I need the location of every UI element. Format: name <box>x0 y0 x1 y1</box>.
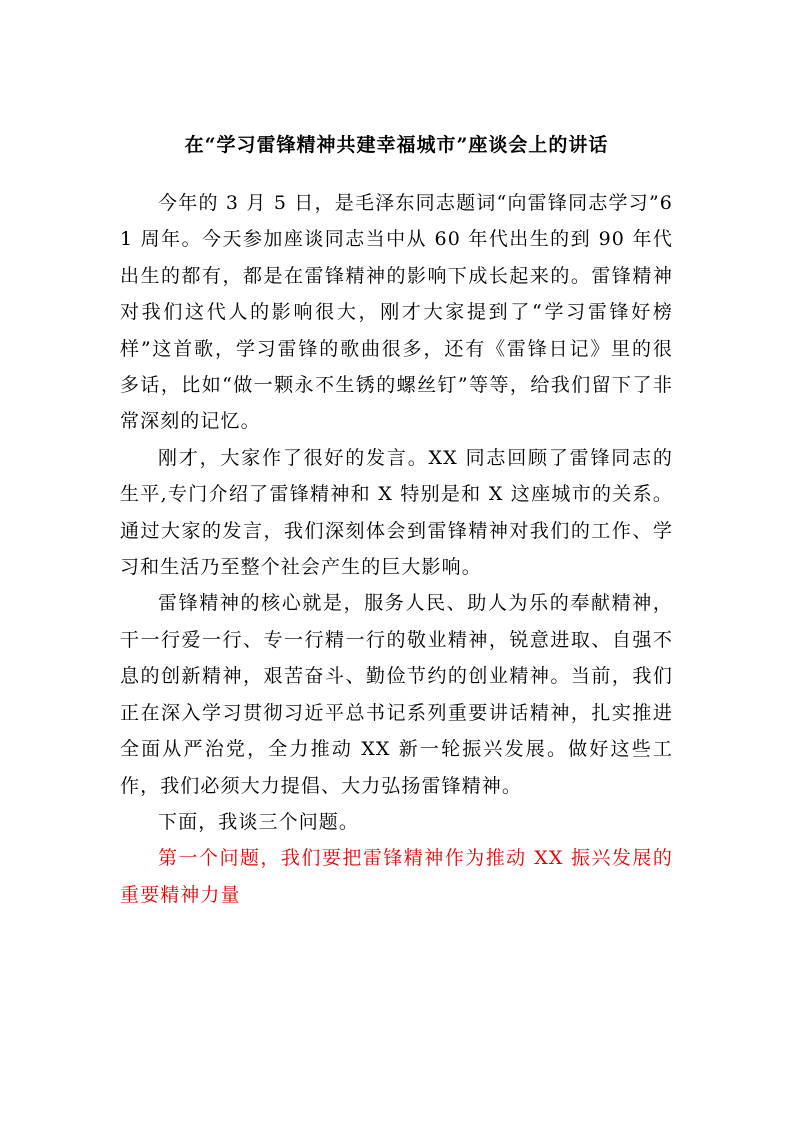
paragraph-speeches: 刚才，大家作了很好的发言。XX 同志回顾了雷锋同志的生平,专门介绍了雷锋精神和 X 特别是和 X 这座城市的关系。通过大家的发言，我们深刻体会到雷锋精神对我们的工作、学习和生活乃至整个社会产生的巨大影响。 <box>120 446 673 579</box>
paragraph-intro: 今年的 3 月 5 日，是毛泽东同志题词“向雷锋同志学习”61 周年。今天参加座谈同志当中从 60 年代出生的到 90 年代出生的都有，都是在雷锋精神的影响下成长起来的。雷锋精神对我们这代人的影响很大，刚才大家提到了“学习雷锋好榜样”这首歌，学习雷锋的歌曲很多，还有《雷锋日记》里的很多话，比如“做一颗永不生锈的螺丝钉”等等，给我们留下了非常深刻的记忆。 <box>120 192 673 433</box>
document-body <box>120 185 673 913</box>
paragraph-core-spirit: 雷锋精神的核心就是，服务人民、助人为乐的奉献精神，干一行爱一行、专一行精一行的敬业精神，锐意进取、自强不息的创新精神，艰苦奋斗、勤俭节约的创业精神。当前，我们正在深入学习贯彻习近平总书记系列重要讲话精神，扎实推进全面从严治党，全力推动 XX 新一轮振兴发展。做好这些工作，我们必须大力提倡、大力弘扬雷锋精神。 <box>120 592 673 797</box>
section-heading-first: 第一个问题，我们要把雷锋精神作为推动 XX 振兴发展的重要精神力量 <box>120 847 673 906</box>
document-title: 在“学习雷锋精神共建幸福城市”座谈会上的讲话 <box>184 134 609 156</box>
paragraph-transition: 下面，我谈三个问题。 <box>158 810 360 833</box>
